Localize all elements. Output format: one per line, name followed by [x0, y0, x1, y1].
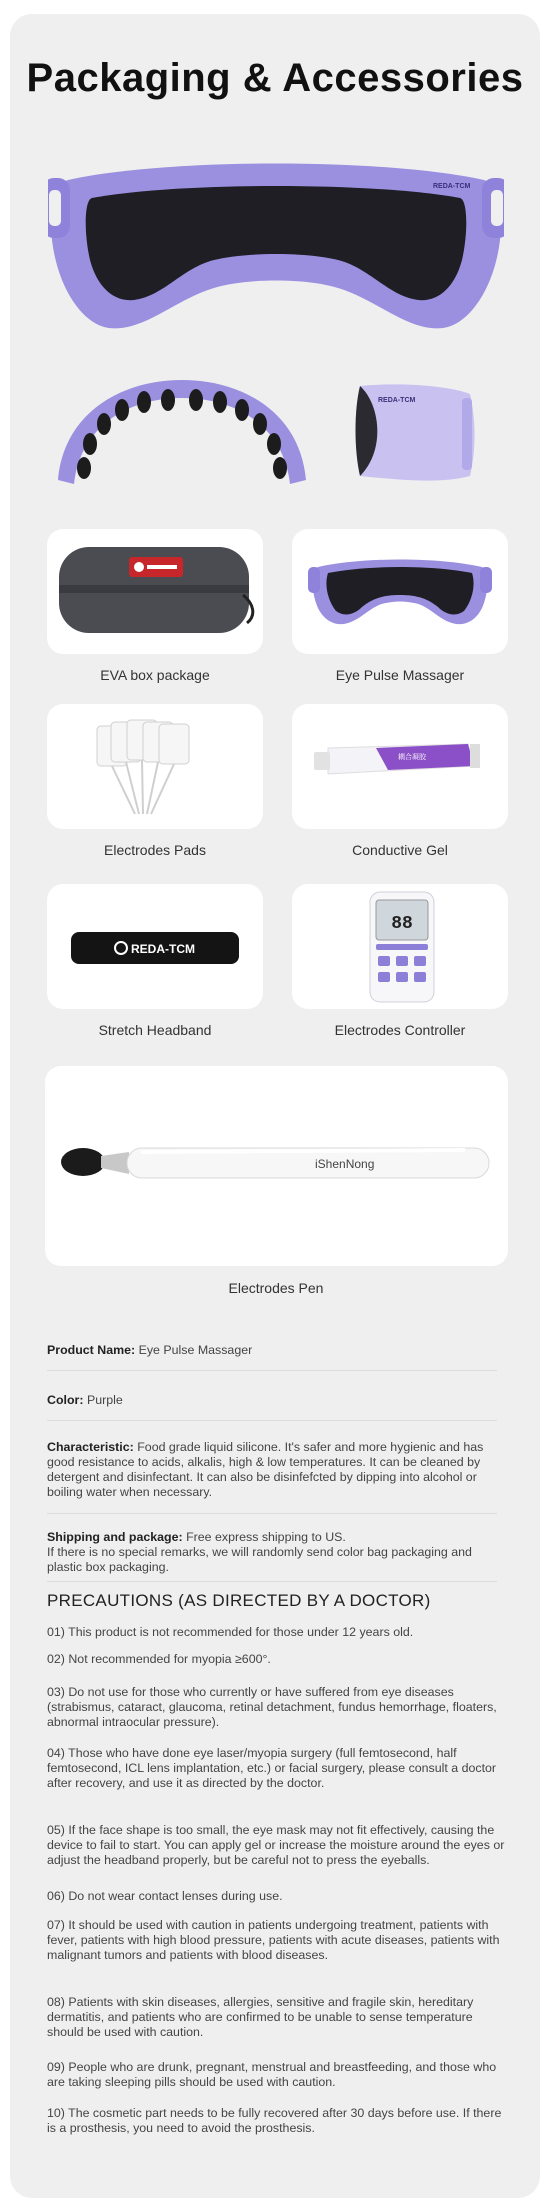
headband-card [47, 884, 263, 1009]
precaution-item: 08) Patients with skin diseases, allergies, sensitive and fragile skin, hereditary dermatitis, and patients who are confirmed to be unable to sense temperature should be used with caution. [47, 1995, 474, 2039]
precaution-item: 02) Not recommended for myopia ≥600°. [47, 1652, 271, 1666]
eva-box-image [47, 529, 263, 654]
electrode-pads-card [47, 704, 263, 829]
precaution-item: 07) It should be used with caution in patients undergoing treatment, patients with fever, patients with high blood pressure, patients with acute diseases, patients with malignant tumors and patients with blood diseases. [47, 1918, 500, 1962]
mask-interior-image [52, 372, 312, 490]
precaution-item: 06) Do not wear contact lenses during use. [47, 1889, 283, 1903]
precaution-item: 01) This product is not recommended for those under 12 years old. [47, 1625, 414, 1639]
divider [47, 1513, 497, 1514]
caption-electrodes-controller: Electrodes Controller [334, 1022, 466, 1038]
caption-eva-box: EVA box package [100, 667, 210, 683]
massager-small-image [292, 529, 508, 654]
controller-card [292, 884, 508, 1009]
product-name-row: Product Name: Eye Pulse Massager [47, 1343, 253, 1357]
divider [47, 1581, 497, 1582]
divider [47, 1370, 497, 1371]
headband-image [47, 884, 263, 1009]
electrodes-pen-image [45, 1066, 508, 1266]
precaution-item: 03) Do not use for those who currently or have suffered from eye diseases (strabismus, cataract, glaucoma, retinal detachment, fundus hemorrhage, floaters, abnormal intraocular pressure). [47, 1685, 497, 1729]
svg-text:REDA-TCM: REDA-TCM [433, 183, 471, 190]
massager-card [292, 529, 508, 654]
divider [47, 1420, 497, 1421]
eye-massager-hero-image [48, 150, 504, 338]
color-row: Color: Purple [47, 1393, 123, 1407]
conductive-gel-image [292, 704, 508, 829]
svg-text:iShenNong: iShenNong [315, 1157, 375, 1171]
electrodes-pen-card [45, 1066, 508, 1266]
caption-electrodes-pen: Electrodes Pen [228, 1280, 324, 1296]
svg-text:REDA-TCM: REDA-TCM [131, 942, 195, 956]
precaution-item: 09) People who are drunk, pregnant, menstrual and breastfeeding, and those who are taking sleeping pills should be used with caution. [47, 2060, 497, 2089]
svg-text:REDA-TCM: REDA-TCM [378, 397, 416, 404]
controller-image [292, 884, 508, 1009]
caption-conductive-gel: Conductive Gel [352, 842, 448, 858]
precaution-item: 05) If the face shape is too small, the eye mask may not fit effectively, causing the device to fail to start. You can apply gel or increase the moisture around the eyes or adjust the headband properly, but be careful not to press the eyeballs. [47, 1823, 505, 1867]
electrode-pads-image [47, 704, 263, 829]
svg-text:88: 88 [391, 914, 413, 934]
caption-eye-massager: Eye Pulse Massager [335, 667, 465, 683]
shipping-row: Shipping and package: Free express shipping to US. If there is no special remarks, we will randomly send color bag packaging and plastic box packaging. [47, 1530, 472, 1574]
precaution-item: 10) The cosmetic part needs to be fully recovered after 30 days before use. If there is a prosthesis, you need to avoid the prosthesis. [47, 2106, 502, 2135]
caption-electrode-pads: Electrodes Pads [104, 842, 206, 858]
caption-stretch-headband: Stretch Headband [98, 1022, 212, 1038]
page-title: Packaging & Accessories [26, 56, 524, 100]
conductive-gel-card [292, 704, 508, 829]
precautions-title: PRECAUTIONS (AS DIRECTED BY A DOCTOR) [47, 1591, 431, 1610]
mask-side-image [350, 380, 478, 484]
precaution-item: 04) Those who have done eye laser/myopia surgery (full femtosecond, half femtosecond, ICL lens implantation, etc.) or facial surgery, please consult a doctor after recovery, and use it as directed by the doctor. [47, 1746, 497, 1790]
characteristic-row: Characteristic: Food grade liquid silicone. It's safer and more hygienic and has good resistance to acids, alkalis, high & low temperatures. It can be cleaned by detergent and disinfectant. It can also be disinfefcted by dipping into alcohol or boiling water when necessary. [47, 1440, 484, 1499]
eva-box-card [47, 529, 263, 654]
svg-text:耦合凝胶: 耦合凝胶 [398, 754, 426, 761]
